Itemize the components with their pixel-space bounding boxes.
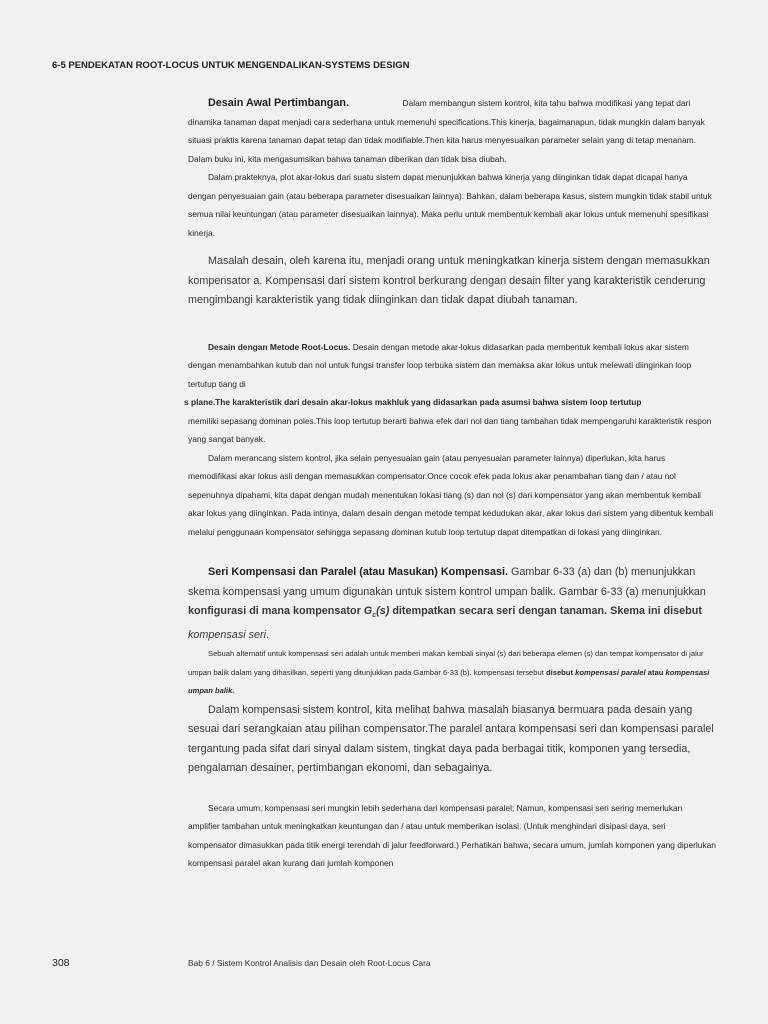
section-3-paragraph-1-text: Gambar 6-33 (a) dan (b) menunjukkan skema kompensasi yang umum digunakan untuk sistem kontrol umpan balik. Gambar 6-33 (a) menunjukkan	[188, 566, 706, 598]
section-2-paragraph-1-continued: memiliki sepasang dominan poles.This loop tertutup berarti bahwa efek dari nol dan tiang tambahan tidak mempengaruhi karakteristik respon yang sangat banyak.	[188, 415, 712, 444]
term-feedback-compensation: kompensasi umpan balik	[188, 667, 710, 696]
section-2-paragraph-1	[188, 338, 716, 394]
section-3-paragraph-3: Dalam kompensasi sistem kontrol, kita melihat bahwa masalah biasanya bermuara pada desain yang sesuai dari serangkaian atau pilihan compensator.The paralel antara kompensasi seri dan kompensasi paralel tergantung pada sifat dari sinyal dalam sistem, tingkat daya pada berbagai titik, komponen yang tersedia, pengalaman desainer, pertimbangan ekonomi, dan sebagainya.	[188, 703, 714, 775]
section-1-paragraph-1-text: Dalam membangun sistem kontrol, kita tahu bahwa modifikasi yang tepat dari dinamika tanaman dapat menjadi cara sederhana untuk memenuhi specifications.This kinerja, bagaimanapun, tidak mungkin dalam banyak situasi praktis karena tanaman dapat tetap dan tidak modifiable.Then kita harus menyesuaikan parameter selain yang di tetap menanam. Dalam buku ini, kita mengasumsikan bahwa tanaman diberikan dan tidak bisa diubah.	[188, 98, 705, 164]
section-2-paragraph-2: Dalam merancang sistem kontrol, jika selain penyesuaian gain (atau penyesuaian parameter lainnya) diperlukan, kita harus memodifikasi akar lokus asli dengan memasukkan compensator.Once cocok efek pada lokus akar penambahan tiang dan / atau nol sepenuhnya dipahami, kita dapat dengan mudah menentukan lokasi tiang (s) dan nol (s) dari kompensator yang akan membentuk kembali akar lokus yang diinginkan. Pada intinya, dalam desain dengan metode tempat kedudukan akar, akar lokus dari sistem yang dibentuk kembali melalui penggunaan kompensator sehingga sepasang dominan kutub loop tertutup dapat ditempatkan di lokasi yang diinginkan.	[188, 452, 714, 537]
section-1-paragraph-3: Masalah desain, oleh karena itu, menjadi orang untuk meningkatkan kinerja sistem dengan memasukkan kompensator a. Kompensasi dari sistem kontrol berkurang dengan desain filter yang karakteristik cenderung mengimbangi karakteristik yang tidak diinginkan dan tidak dapat diubah tanaman.	[188, 255, 710, 306]
section-2-s-plane-line: s plane.The karakteristik dari desain akar-lokus makhluk yang didasarkan pada asumsi bahwa sistem loop tertutup	[184, 397, 642, 407]
section-3-paragraph-1: Seri Kompensasi dan Paralel (atau Masukan) Kompensasi. Gambar 6-33 (a) dan (b) menunjukkan skema kompensasi yang umum digunakan untuk sistem kontrol umpan balik. Gambar 6-33 (a) menunjukkan konfigurasi di mana kompensator $G_c(s)$ ditempatkan secara seri dengan tanaman. Skema ini disebut kompensasi seri.	[188, 566, 706, 641]
compensator-symbol: $G_c(s)$	[363, 605, 390, 620]
term-series-compensation: kompensasi seri	[188, 628, 267, 641]
section-3-config-text: konfigurasi di mana kompensator	[188, 605, 361, 617]
section-3-paragraph-2: Sebuah alternatif untuk kompensasi seri adalah untuk memberi makan kembali sinyal (s) dari beberapa elemen (s) dan tempat kompensator di jalur umpan balik dalam yang dihasilkan, seperti yang ditunjukkan pada Gambar 6-33 (b). kompensasi tersebut disebut kompensasi paralel atau kompensasi umpan balik.	[188, 649, 710, 696]
page-number: 308	[52, 957, 70, 969]
footer-chapter-title: Bab 6 / Sistem Kontrol Analisis dan Desain oleh Root-Locus Cara	[188, 958, 431, 968]
section-2-heading: Desain dengan Metode Root-Locus.	[208, 341, 351, 352]
section-1-paragraph-1	[188, 94, 716, 168]
term-parallel-compensation: kompensasi paralel	[575, 667, 646, 677]
running-head: 6-5 PENDEKATAN ROOT-LOCUS UNTUK MENGENDALIKAN-SYSTEMS DESIGN	[52, 60, 410, 71]
section-1-heading: Desain Awal Pertimbangan.	[208, 97, 350, 109]
section-1-paragraph-2: Dalam prakteknya, plot akar-lokus dari suatu sistem dapat menunjukkan bahwa kinerja yang diinginkan tidak dapat dicapai hanya dengan penyesuaian gain (atau beberapa parameter disesuaikan lainnya). Bahkan, dalam beberapa kasus, sistem mungkin tidak stabil untuk semua nilai keuntungan (atau parameter disesuaikan lainnya). Maka perlu untuk membentuk kembali akar lokus untuk memenuhi spesifikasi kinerja.	[188, 172, 712, 238]
called-text: disebut	[545, 667, 573, 677]
body-text	[184, 94, 716, 873]
section-3-paragraph-4: Secara umum, kompensasi seri mungkin lebih sederhana dari kompensasi paralel; Namun, kompensasi seri sering memerlukan amplifier tambahan untuk meningkatkan keuntungan dan / atau untuk memberikan isolasi. (Untuk menghindari disipasi daya, seri kompensator dimasukkan pada titik energi terendah di jalur feedforward.) Perhatikan bahwa, secara umum, jumlah komponen yang diperlukan kompensasi paralel akan kurang dari jumlah komponen	[188, 802, 716, 869]
section-3-placement-text: ditempatkan secara seri dengan tanaman. Skema ini disebut	[392, 605, 702, 617]
section-3-heading: Seri Kompensasi dan Paralel (atau Masukan) Kompensasi.	[208, 566, 509, 578]
section-2-paragraph-1-text: Desain dengan metode akar-lokus didasarkan pada membentuk kembali lokus akar sistem dengan menambahkan kutub dan nol untuk fungsi transfer loop terbuka sistem dan memaksa akar lokus untuk melewati diinginkan loop tertutup tiang di	[188, 341, 692, 389]
